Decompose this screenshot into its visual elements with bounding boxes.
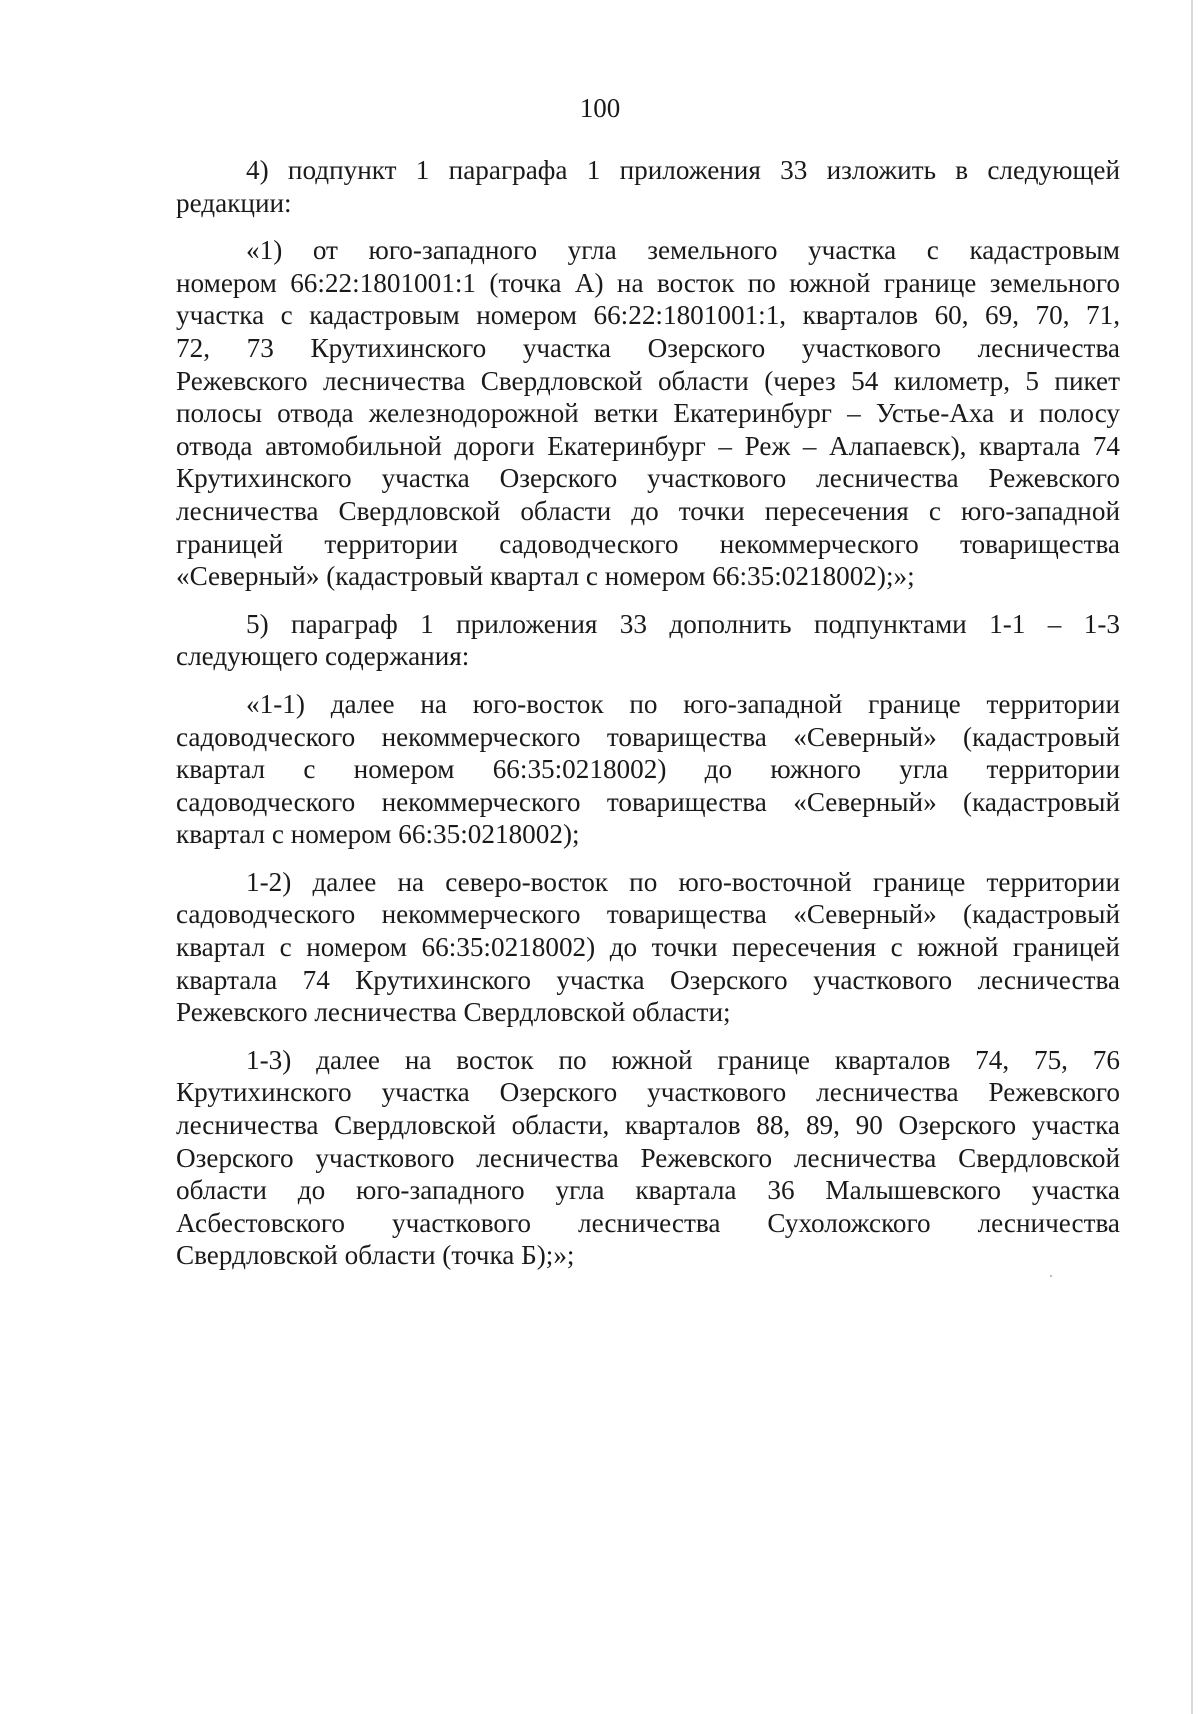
paragraph-3: [176, 608, 1120, 673]
text-line: Озерского участкового лесничества Режевского лесничества Свердловской: [176, 1142, 1120, 1173]
text-line: квартал с номером 66:35:0218002);: [176, 819, 580, 850]
text-line: садоводческого некоммерческого товарищества «Северный» (кадастровый: [176, 721, 1120, 752]
text-line: квартал с номером 66:35:0218002) до точки пересечения с южной границей: [176, 932, 1120, 963]
text-line: Крутихинского участка Озерского участкового лесничества Режевского: [176, 1077, 1120, 1108]
text-line: «1) от юго-западного угла земельного участка с кадастровым: [246, 235, 1120, 266]
text-line: 1-3) далее на восток по южной границе кварталов 74, 75, 76: [246, 1044, 1120, 1075]
text-line: квартала 74 Крутихинского участка Озерского участкового лесничества: [176, 964, 1120, 995]
paragraph-4: [176, 688, 1120, 851]
text-line: Асбестовского участкового лесничества Сухоложского лесничества: [176, 1207, 1120, 1238]
scan-edge: [1191, 0, 1193, 1714]
text-line: квартал с номером 66:35:0218002) до южного угла территории: [176, 754, 1120, 785]
text-line: участка с кадастровым номером 66:22:1801001:1, кварталов 60, 69, 70, 71,: [176, 300, 1120, 331]
text-line: редакции:: [176, 187, 292, 218]
text-line: 72, 73 Крутихинского участка Озерского участкового лесничества: [176, 332, 1120, 363]
text-line: лесничества Свердловской области, кварталов 88, 89, 90 Озерского участка: [176, 1110, 1120, 1141]
text-line: отвода автомобильной дороги Екатеринбург – Реж – Алапаевск), квартала 74: [176, 430, 1120, 461]
text-line: Режевского лесничества Свердловской области;: [176, 997, 731, 1028]
text-line: области до юго-западного угла квартала 36 Малышевского участка: [176, 1175, 1120, 1206]
text-line: садоводческого некоммерческого товарищества «Северный» (кадастровый: [176, 786, 1120, 817]
paragraph-2: [176, 234, 1120, 593]
text-line: «Северный» (кадастровый квартал с номером 66:35:0218002);»;: [176, 561, 915, 592]
document-body: [176, 154, 1120, 1287]
text-line: полосы отвода железнодорожной ветки Екатеринбург – Устье-Аха и полосу: [176, 398, 1120, 429]
text-line: Режевского лесничества Свердловской области (через 54 километр, 5 пикет: [176, 365, 1120, 396]
text-line: 5) параграф 1 приложения 33 дополнить подпунктами 1-1 – 1-3: [246, 608, 1120, 639]
paragraph-1: [176, 154, 1120, 219]
paragraph-5: [176, 866, 1120, 1029]
text-line: номером 66:22:1801001:1 (точка А) на восток по южной границе земельного: [176, 267, 1120, 298]
paragraph-6: [176, 1044, 1120, 1272]
text-line: лесничества Свердловской области до точки пересечения с юго-западной: [176, 495, 1120, 526]
text-line: следующего содержания:: [176, 641, 470, 672]
text-line: «1-1) далее на юго-восток по юго-западной границе территории: [246, 688, 1120, 719]
text-line: 1-2) далее на северо-восток по юго-восточной границе территории: [246, 866, 1120, 897]
text-line: Свердловской области (точка Б);»;: [176, 1240, 575, 1271]
page-number: 100: [579, 93, 621, 123]
text-line: 4) подпункт 1 параграфа 1 приложения 33 изложить в следующей: [246, 155, 1120, 185]
text-line: Крутихинского участка Озерского участкового лесничества Режевского: [176, 463, 1120, 494]
text-line: границей территории садоводческого некоммерческого товарищества: [176, 528, 1120, 559]
text-line: садоводческого некоммерческого товарищества «Северный» (кадастровый: [176, 899, 1120, 930]
